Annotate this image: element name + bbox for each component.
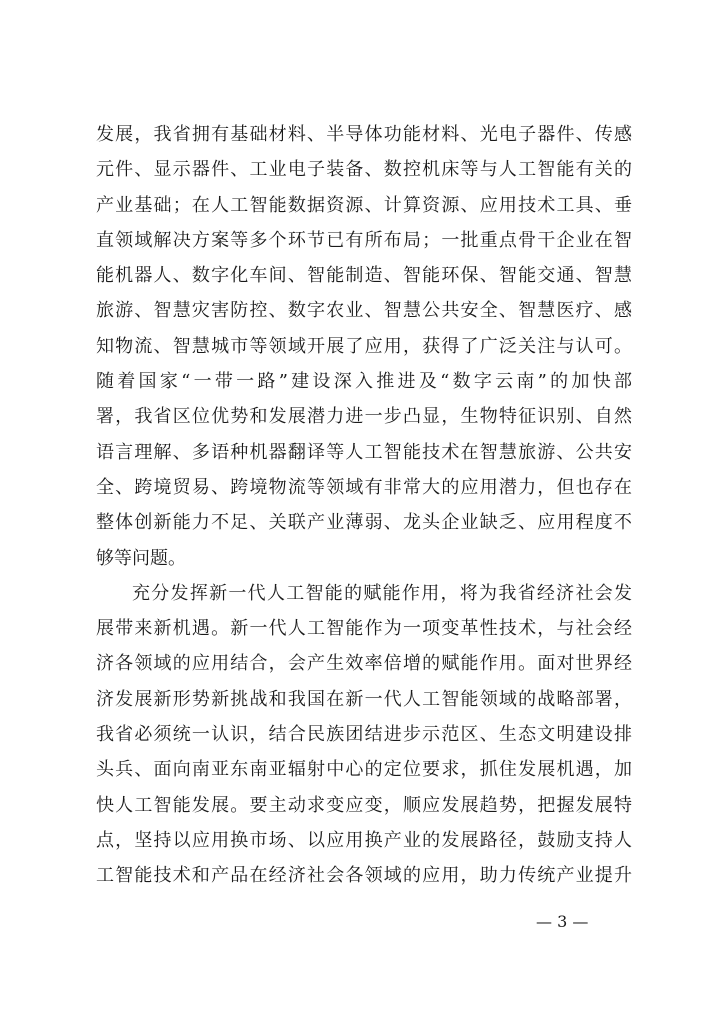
paragraph-2-line: 济各领域的应用结合，会产生效率倍增的赋能作用。面对世界经 bbox=[96, 653, 632, 675]
paragraph-1-line: 整体创新能力不足、关联产业薄弱、龙头企业缺乏、应用程度不 bbox=[96, 512, 632, 534]
paragraph-1-line: 能机器人、数字化车间、智能制造、智能环保、智能交通、智慧 bbox=[96, 265, 632, 287]
page-number: — 3 — bbox=[536, 912, 589, 931]
paragraph-1-line: 元件、显示器件、工业电子装备、数控机床等与人工智能有关的 bbox=[96, 159, 632, 181]
paragraph-1-line: 语言理解、多语种机器翻译等人工智能技术在智慧旅游、公共安 bbox=[96, 441, 632, 463]
paragraph-2-line: 展带来新机遇。新一代人工智能作为一项变革性技术，与社会经 bbox=[96, 618, 632, 640]
paragraph-1-line: 产业基础；在人工智能数据资源、计算资源、应用技术工具、垂 bbox=[96, 194, 632, 216]
paragraph-1-line: 全、跨境贸易、跨境物流等领域有非常大的应用潜力，但也存在 bbox=[96, 476, 632, 498]
paragraph-1-line: 知物流、智慧城市等领域开展了应用，获得了广泛关注与认可。 bbox=[96, 335, 632, 357]
paragraph-2-line: 点，坚持以应用换市场、以应用换产业的发展路径，鼓励支持人 bbox=[96, 829, 632, 851]
paragraph-1-line: 直领域解决方案等多个环节已有所布局；一批重点骨干企业在智 bbox=[96, 229, 632, 251]
paragraph-2-line: 头兵、面向南亚东南亚辐射中心的定位要求，抓住发展机遇，加 bbox=[96, 759, 632, 781]
paragraph-2-line: 充分发挥新一代人工智能的赋能作用，将为我省经济社会发 bbox=[132, 582, 632, 604]
paragraph-1-line: 署，我省区位优势和发展潜力进一步凸显，生物特征识别、自然 bbox=[96, 406, 632, 428]
paragraph-1-line: 旅游、智慧灾害防控、数字农业、智慧公共安全、智慧医疗、感 bbox=[96, 300, 632, 322]
paragraph-2-line: 我省必须统一认识，结合民族团结进步示范区、生态文明建设排 bbox=[96, 724, 632, 746]
paragraph-2-line: 工智能技术和产品在经济社会各领域的应用，助力传统产业提升 bbox=[96, 865, 632, 887]
body-text bbox=[96, 117, 632, 894]
paragraph-2-line: 快人工智能发展。要主动求变应变，顺应发展趋势，把握发展特 bbox=[96, 794, 632, 816]
paragraph-1-line: 随着国家“一带一路”建设深入推进及“数字云南”的加快部 bbox=[96, 371, 632, 393]
paragraph-2-line: 济发展新形势新挑战和我国在新一代人工智能领域的战略部署， bbox=[96, 688, 632, 710]
paragraph-1-line: 发展，我省拥有基础材料、半导体功能材料、光电子器件、传感 bbox=[96, 124, 632, 145]
paragraph-1-line: 够等问题。 bbox=[96, 547, 186, 569]
